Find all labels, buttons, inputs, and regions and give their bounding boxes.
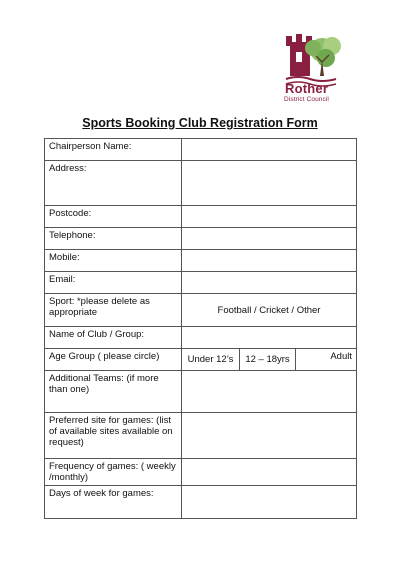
preferred-site-field[interactable] (182, 413, 357, 459)
address-field[interactable] (182, 161, 357, 206)
logo-name: Rother (285, 81, 329, 96)
age-option-adult[interactable]: Adult (296, 349, 357, 371)
club-name-label: Name of Club / Group: (45, 327, 182, 349)
chairperson-field[interactable] (182, 139, 357, 161)
registration-form-table (44, 138, 357, 519)
preferred-site-label: Preferred site for games: (list of available sites available on request) (45, 413, 182, 459)
age-group-label: Age Group ( please circle) (45, 349, 182, 371)
postcode-field[interactable] (182, 206, 357, 228)
club-name-field[interactable] (182, 327, 357, 349)
age-option-under-12[interactable]: Under 12’s (182, 349, 240, 371)
chairperson-label: Chairperson Name: (45, 139, 182, 161)
days-of-week-label: Days of week for games: (45, 486, 182, 519)
sport-label: Sport: *please delete as appropriate (45, 294, 182, 327)
additional-teams-field[interactable] (182, 371, 357, 413)
age-option-12-18[interactable]: 12 – 18yrs (240, 349, 296, 371)
frequency-label: Frequency of games: ( weekly /monthly) (45, 459, 182, 486)
postcode-label: Postcode: (45, 206, 182, 228)
sport-options[interactable]: Football / Cricket / Other (182, 294, 357, 327)
email-field[interactable] (182, 272, 357, 294)
logo-subtitle: District Council (284, 96, 329, 103)
frequency-field[interactable] (182, 459, 357, 486)
mobile-field[interactable] (182, 250, 357, 272)
email-label: Email: (45, 272, 182, 294)
mobile-label: Mobile: (45, 250, 182, 272)
telephone-label: Telephone: (45, 228, 182, 250)
telephone-field[interactable] (182, 228, 357, 250)
days-of-week-field[interactable] (182, 486, 357, 519)
form-title: Sports Booking Club Registration Form (82, 116, 318, 130)
additional-teams-label: Additional Teams: (if more than one) (45, 371, 182, 413)
address-label: Address: (45, 161, 182, 206)
